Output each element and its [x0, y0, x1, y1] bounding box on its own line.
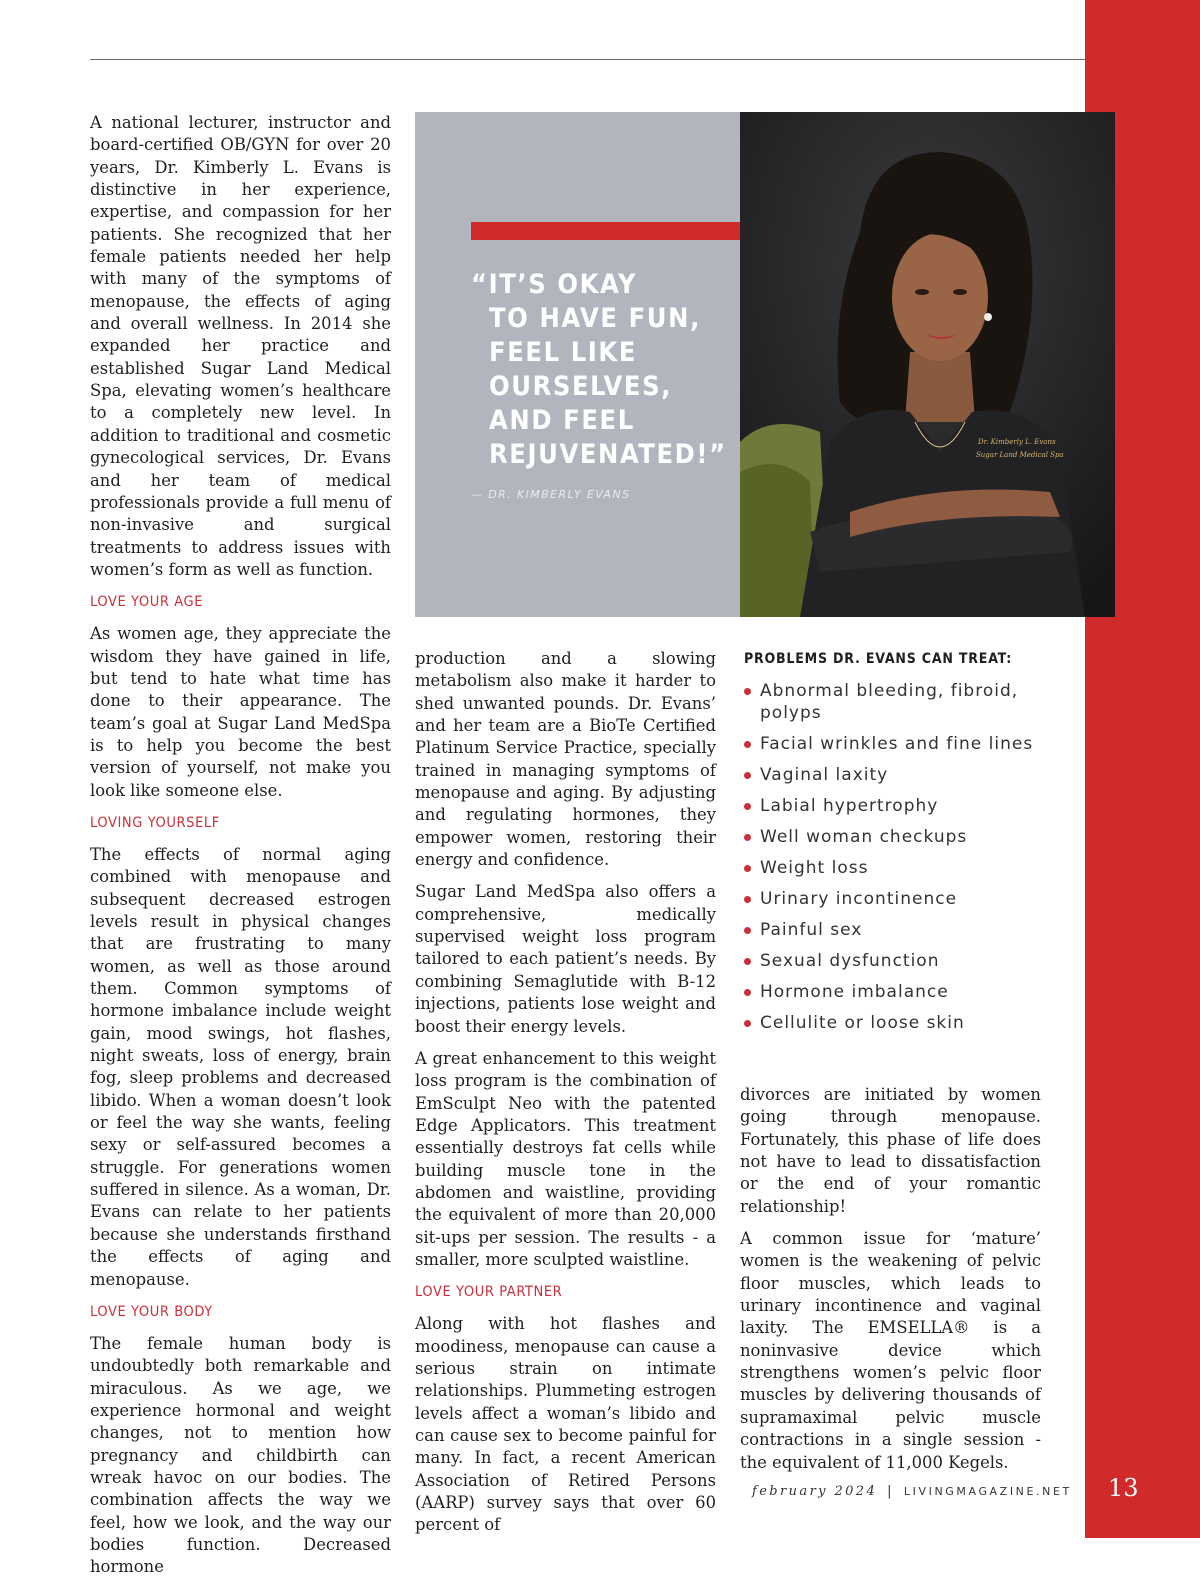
list-item: Vaginal laxity: [744, 764, 1074, 786]
list-item: Weight loss: [744, 857, 1074, 879]
list-item: Urinary incontinence: [744, 888, 1074, 910]
problems-list-box: [744, 648, 1074, 1043]
pull-quote: [471, 268, 741, 472]
article-column-3: [740, 1084, 1041, 1484]
list-item: Labial hypertrophy: [744, 795, 1074, 817]
list-item: Well woman checkups: [744, 826, 1074, 848]
quote-line-6: REJUVENATED!”: [489, 439, 727, 470]
quote-line-5: AND FEEL: [489, 405, 635, 436]
bullet-icon: [744, 927, 751, 934]
portrait-illustration: [740, 112, 1115, 617]
emsculpt-paragraph: A great enhancement to this weight loss program is the combination of EmSculpt Neo with the patented Edge Applicators. This treatment essentially destroys fat cells while building muscle tone in the abdomen and waistline, providing the equivalent of more than 20,000 sit-ups per session. The results - a smaller, more sculpted waistline.: [415, 1048, 716, 1269]
bullet-icon: [744, 772, 751, 779]
love-your-age-paragraph: As women age, they appreciate the wisdom they have gained in life, but tend to hate what time has done to their appearance. The team’s goal at Sugar Land MedSpa is to help you become the best version of yourself, not make you look like someone else.: [90, 624, 391, 800]
list-item: Hormone imbalance: [744, 981, 1074, 1003]
problems-title: PROBLEMS DR. EVANS CAN TREAT:: [744, 651, 1013, 667]
quote-line-1: “IT’S OKAY: [471, 269, 638, 300]
bullet-icon: [744, 803, 751, 810]
subheading-love-your-body: LOVE YOUR BODY: [90, 1303, 213, 1320]
weight-loss-paragraph: Sugar Land MedSpa also offers a comprehensive, medically supervised weight loss program tailored to each patient’s needs. By combining Semaglutide with B-12 injections, patients lose weight and boost their energy levels.: [415, 882, 716, 1036]
list-item: Sexual dysfunction: [744, 950, 1074, 972]
subheading-love-your-age: LOVE YOUR AGE: [90, 594, 204, 611]
subheading-loving-yourself: LOVING YOURSELF: [90, 814, 220, 831]
loving-yourself-paragraph: The effects of normal aging combined with menopause and subsequent decreased estrogen levels result in physical changes that are frustrating to many women, as well as those around them. Common symptoms of hormone imbalance include weight gain, mood swings, hot flashes, night sweats, loss of energy, brain fog, sleep problems and decreased libido. When a woman doesn’t look or feel the way she wants, feeling sexy or self-assured becomes a struggle. For generations women suffered in silence. As a woman, Dr. Evans can relate to her patients because she understands firsthand the effects of aging and menopause.: [90, 844, 391, 1289]
page-footer: [752, 1484, 1082, 1499]
list-item: Facial wrinkles and fine lines: [744, 733, 1074, 755]
hero-quote-block: [415, 112, 1115, 617]
article-column-2: [415, 648, 716, 1547]
bullet-icon: [744, 989, 751, 996]
footer-separator: |: [887, 1484, 894, 1499]
bullet-icon: [744, 741, 751, 748]
website-link[interactable]: LIVINGMAGAZINE.NET: [903, 1485, 1072, 1498]
emsella-paragraph: A common issue for ‘mature’ women is the weakening of pelvic floor muscles, which leads to urinary incontinence and vaginal laxity. The EMSELLA® is a noninvasive device which strengthens women’s pelvic floor muscles by delivering thousands of supramaximal pelvic muscle contractions in a single session - the equivalent of 11,000 Kegels.: [740, 1229, 1041, 1472]
bullet-icon: [744, 834, 751, 841]
bullet-icon: [744, 958, 751, 965]
portrait-photo: [740, 112, 1115, 617]
bullet-icon: [744, 896, 751, 903]
page-number: 13: [1108, 1474, 1139, 1502]
divorce-paragraph: divorces are initiated by women going through menopause. Fortunately, this phase of life does not have to lead to dissatisfaction or the end of your romantic relationship!: [740, 1085, 1041, 1216]
bullet-icon: [744, 865, 751, 872]
intro-paragraph: A national lecturer, instructor and board-certified OB/GYN for over 20 years, Dr. Kimberly L. Evans is distinctive in her experience, expertise, and compassion for her patients. She recognized that her female patients needed her help with many of the symptoms of menopause, the effects of aging and overall wellness. In 2014 she expanded her practice and established Sugar Land Medical Spa, elevating women’s healthcare to a completely new level. In addition to traditional and cosmetic gynecological services, Dr. Evans and her team of medical professionals provide a full menu of non-invasive and surgical treatments to address issues with women’s form as well as function.: [90, 113, 391, 579]
quote-line-2: TO HAVE FUN,: [489, 303, 701, 334]
list-item: Painful sex: [744, 919, 1074, 941]
problems-list: [744, 680, 1074, 1034]
hormone-paragraph: production and a slowing metabolism also make it harder to shed unwanted pounds. Dr. Evans’ and her team are a BioTe Certified Platinum Service Practice, specially trained in managing symptoms of menopause and aging. By adjusting and regulating hormones, they empower women, restoring their energy and confidence.: [415, 649, 716, 870]
issue-date: february 2024: [752, 1484, 878, 1499]
article-column-1: [90, 112, 391, 1589]
bullet-icon: [744, 688, 751, 695]
quote-attribution: — DR. KIMBERLY EVANS: [471, 488, 631, 501]
bullet-icon: [744, 1020, 751, 1027]
quote-line-3: FEEL LIKE: [489, 337, 638, 368]
love-your-partner-paragraph: Along with hot flashes and moodiness, menopause can cause a serious strain on intimate relationships. Plummeting estrogen levels affect a woman’s libido and can cause sex to become painful for many. In fact, a recent American Association of Retired Persons (AARP) survey says that over 60 percent of: [415, 1314, 716, 1535]
scrubs-embroidery-spa: Sugar Land Medical Spa: [976, 451, 1064, 459]
love-your-body-paragraph: The female human body is undoubtedly both remarkable and miraculous. As we age, we experience hormonal and weight changes, not to mention how pregnancy and childbirth can wreak havoc on our bodies. The combination affects the way we feel, how we look, and the way our bodies function. Decreased hormone: [90, 1333, 391, 1577]
quote-accent-bar: [471, 222, 765, 240]
list-item: Abnormal bleeding, fibroid, polyps: [744, 680, 1074, 724]
scrubs-embroidery-name: Dr. Kimberly L. Evans: [978, 438, 1056, 446]
subheading-love-your-partner: LOVE YOUR PARTNER: [415, 1284, 563, 1301]
quote-line-4: OURSELVES,: [489, 371, 673, 402]
list-item: Cellulite or loose skin: [744, 1012, 1074, 1034]
top-divider: [90, 59, 1085, 60]
